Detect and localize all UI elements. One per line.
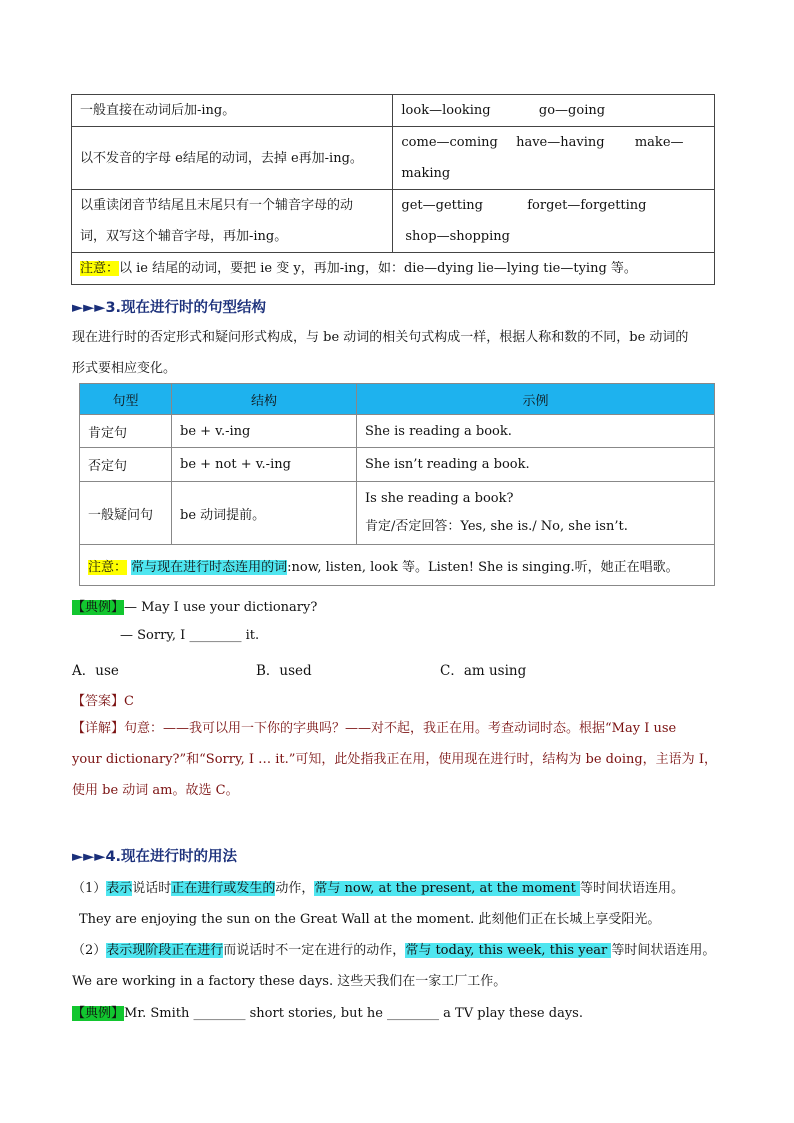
table-row bbox=[72, 253, 715, 285]
usage-text: 等时间状语连用。 bbox=[611, 943, 716, 958]
column-header: 示例 bbox=[357, 384, 715, 415]
example-text: get—getting bbox=[401, 198, 483, 213]
example-tag: 【典例】 bbox=[72, 1006, 125, 1021]
detail-line: 使用 be 动词 am。故选 C。 bbox=[72, 783, 239, 798]
usage-text: 等时间状语连用。 bbox=[579, 881, 684, 896]
note-label: 注意： bbox=[80, 261, 120, 276]
usage-highlight: 表示 bbox=[106, 881, 133, 896]
answer-line bbox=[72, 690, 134, 709]
intro-line: 现在进行时的否定形式和疑问形式构成，与 be 动词的相关句式构成一样，根据人称和数的不同，be 动词的 bbox=[72, 330, 689, 345]
table-cell: be 动词提前。 bbox=[172, 482, 357, 545]
note-label: 注意： bbox=[88, 559, 128, 575]
table-cell: be + v.-ing bbox=[172, 415, 357, 448]
table-row bbox=[80, 415, 715, 448]
rule-text: 以重读闭音节结尾且末尾只有一个辅音字母的动 bbox=[80, 198, 354, 213]
section-title: ►►►3.现在进行时的句型结构 bbox=[72, 300, 267, 316]
example-question bbox=[72, 596, 317, 615]
column-header: 句型 bbox=[80, 384, 172, 415]
option-c: C．am using bbox=[440, 663, 527, 679]
usage-number: （1） bbox=[72, 881, 107, 896]
note-text: 以 ie 结尾的动词，要把 ie 变 y，再加-ing，如：die—dying lie—lying tie—tying 等。 bbox=[119, 261, 637, 276]
note-cell bbox=[80, 545, 715, 586]
table-row bbox=[80, 545, 715, 586]
detail-line: 句意：——我可以用一下你的字典吗？——对不起，我正在用。考查动词时态。根据“May I use bbox=[124, 721, 677, 736]
note-highlight: 常与现在进行时态连用的词 bbox=[131, 559, 288, 575]
section-title: ►►►4.现在进行时的用法 bbox=[72, 849, 238, 865]
table-header-row bbox=[80, 384, 715, 415]
column-header: 结构 bbox=[172, 384, 357, 415]
table-cell: be + not + v.-ing bbox=[172, 448, 357, 482]
intro-paragraph bbox=[72, 322, 732, 384]
usage-2 bbox=[72, 939, 715, 958]
example-text: make—making bbox=[401, 135, 684, 181]
table-cell bbox=[357, 482, 715, 545]
table-cell: 以不发音的字母 e结尾的动词，去掉 e再加-ing。 bbox=[72, 127, 393, 190]
table-row bbox=[72, 190, 715, 253]
usage-text: 说话时 bbox=[132, 881, 172, 896]
example-question bbox=[72, 1002, 583, 1021]
table-row bbox=[80, 448, 715, 482]
usage-highlight: 常与 bbox=[314, 881, 341, 896]
example-text: Is she reading a book? bbox=[365, 491, 514, 506]
table-cell: 肯定句 bbox=[80, 415, 172, 448]
question-line: Mr. Smith ________ short stories, but he ________ a TV play these days. bbox=[124, 1006, 583, 1021]
table-cell: 一般疑问句 bbox=[80, 482, 172, 545]
intro-line: 形式要相应变化。 bbox=[72, 361, 177, 376]
example-text: forget—forgetting bbox=[527, 198, 647, 213]
answer-tag: 【答案】 bbox=[72, 694, 125, 709]
usage-highlight: 常与 bbox=[405, 943, 432, 958]
example-text: come—coming bbox=[401, 135, 498, 150]
usage-highlight: 正在进行或发生的 bbox=[171, 881, 276, 896]
table-row bbox=[72, 127, 715, 190]
usage-number: （2） bbox=[72, 943, 107, 958]
option-b: B．used bbox=[256, 663, 312, 679]
example-text: shop—shopping bbox=[405, 229, 510, 244]
usage-text: 而说话时不一定在进行的动作， bbox=[223, 943, 406, 958]
sentence-structure-table bbox=[79, 383, 715, 586]
option-a: A．use bbox=[72, 663, 119, 679]
example-text: 肯定/否定回答：Yes, she is./ No, she isn’t. bbox=[365, 519, 628, 534]
table-cell bbox=[72, 190, 393, 253]
detail-paragraph bbox=[72, 713, 732, 806]
note-cell bbox=[72, 253, 715, 285]
example-tag: 【典例】 bbox=[72, 600, 125, 615]
note-text: :now, listen, look 等。Listen! She is singing.听，她正在唱歌。 bbox=[287, 559, 679, 575]
question-line: — May I use your dictionary? bbox=[124, 600, 318, 615]
table-cell: She isn’t reading a book. bbox=[357, 448, 715, 482]
table-row bbox=[72, 95, 715, 127]
usage-highlight: now, at the present, at the moment bbox=[340, 881, 580, 896]
usage-1-example: They are enjoying the sun on the Great Wall at the moment. 此刻他们正在长城上享受阳光。 bbox=[79, 912, 661, 927]
table-cell: 一般直接在动词后加-ing。 bbox=[72, 95, 393, 127]
table-cell: 否定句 bbox=[80, 448, 172, 482]
usage-2-example: We are working in a factory these days. 这些天我们在一家工厂工作。 bbox=[72, 974, 507, 989]
detail-line: your dictionary?”和“Sorry, I … it.”可知，此处指我正在用，使用现在进行时，结构为 be doing，主语为 I， bbox=[72, 752, 717, 767]
table-row bbox=[80, 482, 715, 545]
usage-highlight: 表示现阶段正在进行 bbox=[106, 943, 224, 958]
example-text: have—having bbox=[516, 135, 605, 150]
table-cell: She is reading a book. bbox=[357, 415, 715, 448]
table-cell bbox=[393, 127, 715, 190]
question-line: — Sorry, I ________ it. bbox=[120, 628, 260, 643]
ing-rules-table bbox=[71, 94, 715, 285]
usage-text: 动作， bbox=[275, 881, 315, 896]
example-text: look—looking bbox=[401, 103, 491, 118]
detail-tag: 【详解】 bbox=[72, 721, 125, 736]
usage-highlight: today, this week, this year bbox=[431, 943, 612, 958]
table-cell bbox=[393, 95, 715, 127]
usage-1 bbox=[72, 877, 684, 896]
answer-value: C bbox=[124, 694, 134, 709]
rule-text: 词，双写这个辅音字母，再加-ing。 bbox=[80, 229, 288, 244]
table-cell bbox=[393, 190, 715, 253]
example-text: go—going bbox=[538, 103, 606, 118]
